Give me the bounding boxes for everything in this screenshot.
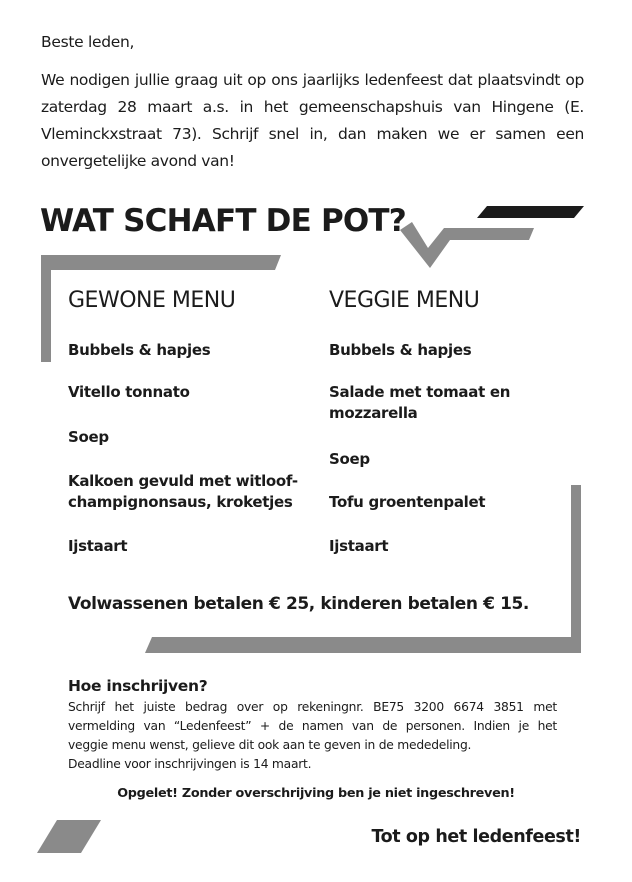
veggie-menu-item: Soep	[329, 450, 370, 468]
veggie-menu-heading: VEGGIE MENU	[329, 288, 480, 313]
registration-title: Hoe inschrijven?	[68, 677, 208, 695]
check-mark-decoration	[400, 222, 534, 268]
regular-menu-item: Vitello tonnato	[68, 383, 190, 401]
warning-text: Opgelet! Zonder overschrijving ben je niet ingeschreven!	[117, 786, 515, 801]
black-slash-decoration	[477, 206, 584, 218]
regular-menu-item: Bubbels & hapjes	[68, 341, 211, 359]
intro-paragraph: We nodigen jullie graag uit op ons jaarlijks ledenfeest dat plaatsvindt op zaterdag 28 maart a.s. in het gemeenschapshuis van Hingene (E. Vleminckxstraat 73). Schrijf snel in, dan maken we er samen een onvergetelijke avond van!	[41, 71, 584, 170]
regular-menu-item: Ijstaart	[68, 537, 128, 555]
regular-menu-item: Soep	[68, 428, 109, 446]
parallelogram-decoration	[37, 820, 101, 853]
registration-instructions	[68, 698, 557, 774]
veggie-menu-item: Ijstaart	[329, 537, 389, 555]
registration-line: Schrijf het juiste bedrag over op rekeningnr. BE75 3200 6674 3851 met	[68, 700, 557, 714]
registration-line: veggie menu wenst, gelieve dit ook aan te geven in de mededeling.	[68, 738, 472, 752]
registration-line: Deadline voor inschrijvingen is 14 maart.	[68, 757, 312, 771]
regular-menu-heading: GEWONE MENU	[68, 288, 236, 313]
greeting: Beste leden,	[41, 33, 135, 51]
veggie-menu-item: Bubbels & hapjes	[329, 341, 472, 359]
registration-line: vermelding van “Ledenfeest” + de namen van de personen. Indien je het	[68, 719, 557, 733]
closing-text: Tot op het ledenfeest!	[371, 827, 581, 847]
regular-menu-item: Kalkoen gevuld met witloof-champignonsaus, kroketjes	[68, 472, 298, 511]
section-title: WAT SCHAFT DE POT?	[40, 203, 406, 239]
pricing-text: Volwassenen betalen € 25, kinderen betalen € 15.	[68, 594, 529, 614]
veggie-menu-item: Tofu groentenpalet	[329, 493, 486, 511]
veggie-menu-item: Salade met tomaat en mozzarella	[329, 383, 511, 422]
